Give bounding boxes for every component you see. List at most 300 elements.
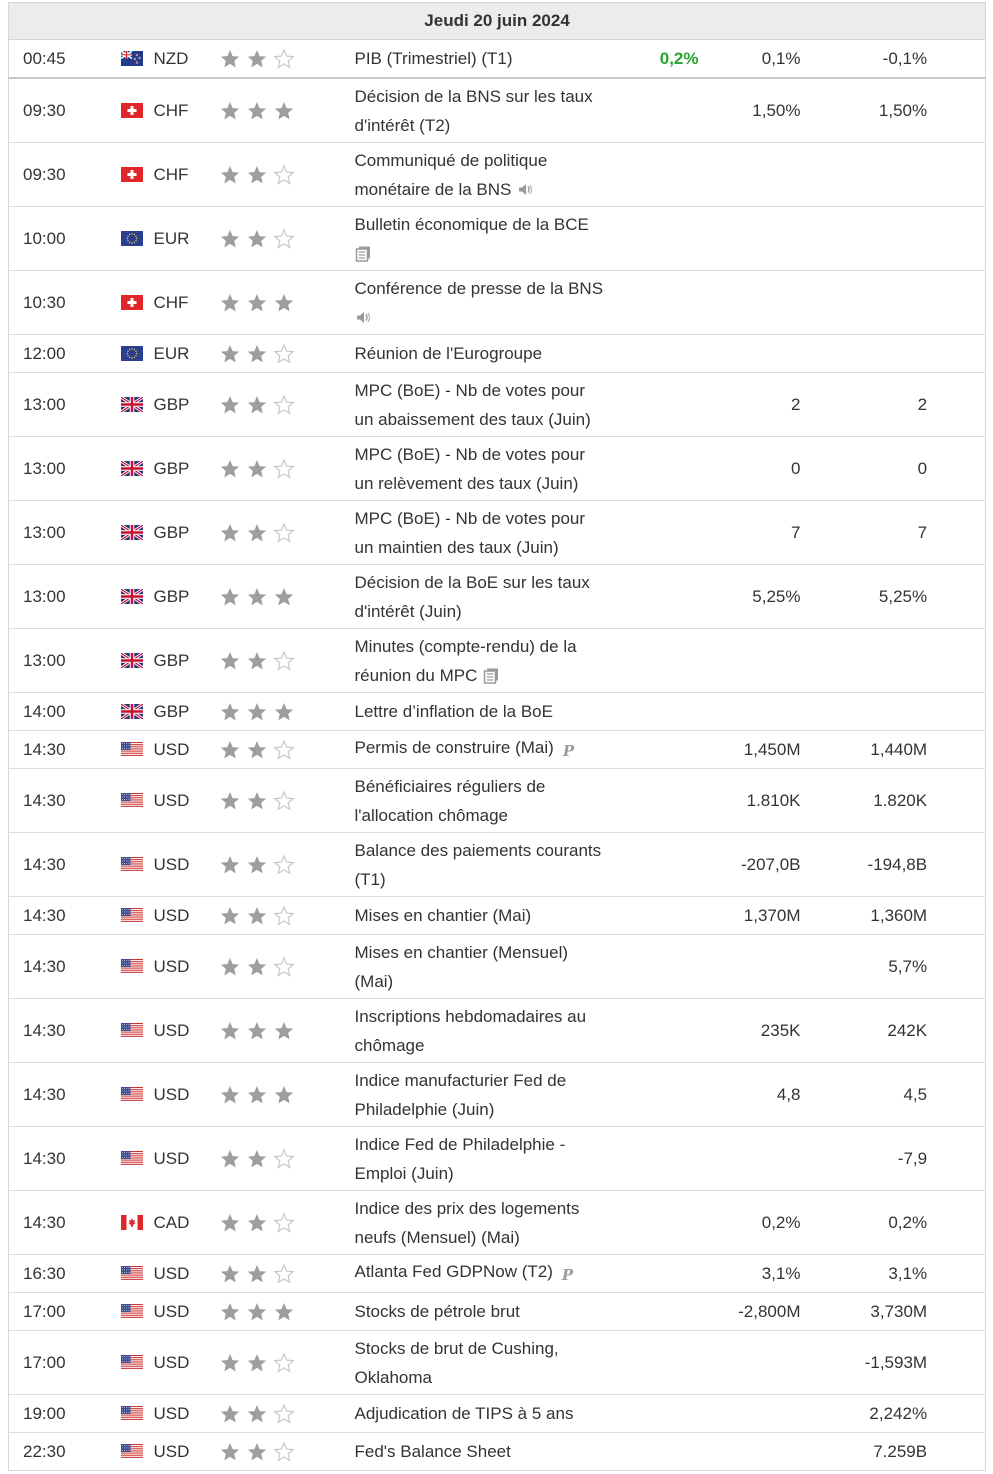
star-filled-icon [246,1020,268,1042]
gb-flag [121,653,143,668]
event-forecast [717,207,819,271]
star-empty-icon [273,905,295,927]
star-filled-icon [219,394,241,416]
table-row[interactable] [9,78,986,143]
table-row[interactable] [9,731,986,769]
event-name[interactable]: Mises en chantier (Mai) [354,906,532,925]
event-previous [819,207,986,271]
event-forecast [717,335,819,373]
star-filled-icon [219,650,241,672]
star-filled-icon [246,650,268,672]
ch-flag [121,167,143,182]
star-filled-icon [246,1403,268,1425]
event-currency-cell [121,40,219,79]
event-time: 14:30 [9,1191,121,1255]
event-name-cell[interactable] [355,1191,629,1255]
star-filled-icon [273,292,295,314]
event-actual [629,271,717,335]
event-actual [629,1433,717,1471]
gb-flag [121,461,143,476]
event-time: 16:30 [9,1255,121,1293]
ch-flag [121,103,143,118]
event-importance [219,40,355,79]
event-currency: USD [153,1301,190,1321]
event-actual [629,629,717,693]
star-filled-icon [219,586,241,608]
event-name[interactable]: Décision de la BNS sur les taux [354,86,593,106]
event-forecast: -2,800M [717,1293,819,1331]
event-importance [219,833,355,897]
event-time: 13:00 [9,437,121,501]
table-row[interactable] [9,999,986,1063]
event-name-cell[interactable] [355,1395,629,1433]
star-filled-icon [219,100,241,122]
event-currency-cell [121,501,219,565]
event-previous: 3,1% [819,1255,986,1293]
star-empty-icon [273,956,295,978]
table-row[interactable] [9,1191,986,1255]
event-name-cell[interactable] [355,1433,629,1471]
event-actual [629,565,717,629]
event-previous: 1,360M [819,897,986,935]
event-importance [219,207,355,271]
event-forecast: 2 [717,373,819,437]
star-empty-icon [273,48,295,70]
event-time: 00:45 [9,40,121,79]
event-name-cell[interactable] [355,731,629,769]
event-name[interactable]: Minutes (compte-rendu) de la [354,636,577,656]
event-actual [629,731,717,769]
us-flag [121,1023,143,1038]
table-row[interactable] [9,1063,986,1127]
star-filled-icon [246,739,268,761]
event-currency: CAD [153,1212,190,1232]
event-forecast: 1,450M [717,731,819,769]
event-name[interactable]: un abaissement des taux (Juin) [354,409,591,429]
gb-flag [121,397,143,412]
event-name-cell[interactable] [355,693,629,731]
event-actual [629,1255,717,1293]
event-name[interactable]: Balance des paiements courants [354,840,602,860]
speaker-icon[interactable] [517,181,534,198]
star-filled-icon [246,1084,268,1106]
event-currency-cell [121,437,219,501]
event-importance [219,935,355,999]
ca-flag [121,1215,143,1230]
event-name-cell[interactable] [355,833,629,897]
event-forecast: 7 [717,501,819,565]
event-currency: GBP [153,650,190,670]
event-previous: 5,25% [819,565,986,629]
nz-flag [121,51,143,66]
table-row[interactable] [9,335,986,373]
calendar-table [8,2,986,1471]
event-currency-cell [121,731,219,769]
event-forecast: 1.810K [717,769,819,833]
event-importance [219,999,355,1063]
event-name-cell[interactable] [355,999,629,1063]
event-currency: USD [153,790,190,810]
event-forecast: 235K [717,999,819,1063]
star-filled-icon [273,1084,295,1106]
document-icon[interactable] [355,245,372,262]
event-currency-cell [121,143,219,207]
event-name-cell[interactable] [355,1127,629,1191]
table-row[interactable] [9,1127,986,1191]
star-filled-icon [246,854,268,876]
star-filled-icon [273,586,295,608]
event-previous: 7 [819,501,986,565]
event-name[interactable]: Oklahoma [354,1367,432,1387]
event-name[interactable]: (T1) [354,869,386,889]
event-importance [219,1063,355,1127]
star-filled-icon [246,1352,268,1374]
event-forecast [717,1433,819,1471]
star-filled-icon [219,1212,241,1234]
event-currency-cell [121,1255,219,1293]
star-filled-icon [246,586,268,608]
event-actual [629,693,717,731]
star-filled-icon [219,1084,241,1106]
event-currency: GBP [153,522,190,542]
star-filled-icon [246,1148,268,1170]
event-actual: 0,2% [629,40,717,79]
event-actual [629,78,717,143]
star-filled-icon [246,228,268,250]
star-filled-icon [246,394,268,416]
event-previous [819,335,986,373]
event-forecast: 0 [717,437,819,501]
event-currency: CHF [153,292,189,312]
event-name-cell[interactable] [355,78,629,143]
event-time: 14:30 [9,935,121,999]
event-forecast [717,143,819,207]
star-empty-icon [273,1403,295,1425]
star-filled-icon [219,522,241,544]
event-time: 14:30 [9,731,121,769]
star-filled-icon [219,228,241,250]
event-name-cell[interactable] [355,143,629,207]
event-importance [219,143,355,207]
event-importance [219,693,355,731]
event-currency: USD [153,1148,190,1168]
event-name[interactable]: un relèvement des taux (Juin) [354,473,579,493]
star-filled-icon [219,48,241,70]
event-forecast: -207,0B [717,833,819,897]
event-previous: 4,5 [819,1063,986,1127]
event-actual [629,143,717,207]
event-currency: GBP [153,394,190,414]
event-name[interactable]: réunion du MPC [354,665,478,685]
event-forecast: 5,25% [717,565,819,629]
event-name-cell[interactable] [355,271,629,335]
event-currency-cell [121,373,219,437]
event-importance [219,373,355,437]
event-previous: 7.259B [819,1433,986,1471]
event-currency-cell [121,897,219,935]
event-name[interactable]: Atlanta Fed GDPNow (T2) [354,1262,553,1281]
event-currency-cell [121,271,219,335]
star-empty-icon [273,164,295,186]
event-name-cell[interactable] [355,1255,629,1293]
event-currency: USD [153,956,190,976]
event-actual [629,1293,717,1331]
table-row[interactable] [9,833,986,897]
star-filled-icon [219,1352,241,1374]
event-name-cell[interactable] [355,629,629,693]
table-row[interactable] [9,1433,986,1471]
speaker-icon[interactable] [355,309,372,326]
event-forecast: 1,50% [717,78,819,143]
event-name[interactable]: Indice des prix des logements [354,1198,580,1218]
event-time: 14:30 [9,833,121,897]
event-actual [629,999,717,1063]
event-name-cell[interactable] [355,565,629,629]
table-row[interactable] [9,373,986,437]
event-name[interactable]: Stocks de brut de Cushing, [354,1338,559,1358]
table-row[interactable] [9,1255,986,1293]
event-name[interactable]: l'allocation chômage [354,805,509,825]
table-row[interactable] [9,769,986,833]
event-currency-cell [121,1191,219,1255]
event-currency: USD [153,1084,190,1104]
table-row[interactable] [9,1293,986,1331]
event-actual [629,1395,717,1433]
event-name-cell[interactable] [355,1063,629,1127]
event-actual [629,207,717,271]
star-filled-icon [273,1301,295,1323]
event-name-cell[interactable] [355,1331,629,1395]
event-currency: CHF [153,164,189,184]
event-time: 14:30 [9,897,121,935]
table-row[interactable] [9,271,986,335]
star-empty-icon [273,1263,295,1285]
star-filled-icon [246,1441,268,1463]
event-time: 13:00 [9,373,121,437]
event-previous [819,271,986,335]
event-name[interactable]: MPC (BoE) - Nb de votes pour [354,444,586,464]
event-currency-cell [121,1293,219,1331]
table-row[interactable] [9,935,986,999]
star-filled-icon [219,1020,241,1042]
table-row[interactable] [9,1331,986,1395]
gb-flag [121,525,143,540]
event-currency-cell [121,769,219,833]
event-name-cell[interactable] [355,373,629,437]
us-flag [121,742,143,757]
event-previous: 2,242% [819,1395,986,1433]
eu-flag [121,346,143,361]
event-forecast [717,271,819,335]
preliminary-icon[interactable]: P [561,1266,574,1284]
star-filled-icon [246,292,268,314]
event-name-cell[interactable] [355,897,629,935]
star-filled-icon [219,1148,241,1170]
star-filled-icon [246,1263,268,1285]
event-name[interactable]: Emploi (Juin) [354,1163,454,1183]
star-empty-icon [273,522,295,544]
events-body [9,40,986,1471]
event-name[interactable]: MPC (BoE) - Nb de votes pour [354,508,586,528]
event-currency-cell [121,335,219,373]
event-forecast: 1,370M [717,897,819,935]
table-row[interactable] [9,40,986,79]
event-importance [219,271,355,335]
event-name[interactable]: neufs (Mensuel) (Mai) [354,1227,520,1247]
us-flag [121,1266,143,1281]
table-row[interactable] [9,897,986,935]
document-icon[interactable] [483,667,500,684]
us-flag [121,1444,143,1459]
event-name[interactable]: PIB (Trimestriel) (T1) [354,49,513,68]
event-currency: CHF [153,100,189,120]
star-filled-icon [246,956,268,978]
star-filled-icon [273,100,295,122]
event-name[interactable]: Communiqué de politique [354,150,548,170]
star-empty-icon [273,1441,295,1463]
event-actual [629,833,717,897]
event-actual [629,897,717,935]
event-name-cell[interactable] [355,769,629,833]
event-name-cell[interactable] [355,1293,629,1331]
star-filled-icon [219,164,241,186]
star-filled-icon [246,164,268,186]
event-currency-cell [121,1331,219,1395]
star-filled-icon [219,701,241,723]
event-actual [629,1191,717,1255]
table-row[interactable] [9,629,986,693]
event-name[interactable]: Décision de la BoE sur les taux [354,572,590,592]
table-row[interactable] [9,1395,986,1433]
star-filled-icon [219,956,241,978]
preliminary-icon[interactable]: P [562,742,575,760]
star-filled-icon [219,790,241,812]
event-currency: USD [153,1441,190,1461]
event-name[interactable]: Indice Fed de Philadelphie - [354,1134,566,1154]
event-name-cell[interactable] [355,437,629,501]
event-name-cell[interactable] [355,207,629,271]
event-previous [819,693,986,731]
event-name[interactable]: Bulletin économique de la BCE [354,214,589,234]
event-importance [219,1255,355,1293]
event-name-cell[interactable] [355,40,629,79]
star-filled-icon [246,1301,268,1323]
event-name[interactable]: Réunion de l'Eurogroupe [354,344,543,363]
event-name[interactable]: Mises en chantier (Mensuel) [354,942,569,962]
table-row[interactable] [9,501,986,565]
event-name[interactable]: un maintien des taux (Juin) [354,537,559,557]
event-name[interactable]: Adjudication de TIPS à 5 ans [354,1404,574,1423]
event-name[interactable]: monétaire de la BNS [354,179,512,199]
event-name-cell[interactable] [355,501,629,565]
star-filled-icon [246,701,268,723]
event-importance [219,437,355,501]
star-filled-icon [219,739,241,761]
event-name[interactable]: Stocks de pétrole brut [354,1302,520,1321]
event-time: 17:00 [9,1293,121,1331]
event-forecast: 3,1% [717,1255,819,1293]
us-flag [121,1087,143,1102]
event-currency: EUR [153,343,190,363]
event-time: 13:00 [9,501,121,565]
star-empty-icon [273,739,295,761]
event-name[interactable]: Fed's Balance Sheet [354,1442,511,1461]
event-name-cell[interactable] [355,335,629,373]
star-empty-icon [273,458,295,480]
event-importance [219,769,355,833]
table-row[interactable] [9,143,986,207]
event-currency-cell [121,999,219,1063]
table-row[interactable] [9,437,986,501]
us-flag [121,1355,143,1370]
event-importance [219,1127,355,1191]
table-row[interactable] [9,565,986,629]
event-currency: USD [153,1263,190,1283]
event-name[interactable]: d'intérêt (Juin) [354,601,462,621]
event-importance [219,1191,355,1255]
gb-flag [121,704,143,719]
star-filled-icon [219,905,241,927]
star-filled-icon [219,458,241,480]
event-name[interactable]: MPC (BoE) - Nb de votes pour [354,380,586,400]
event-name[interactable]: d'intérêt (T2) [354,115,451,135]
star-filled-icon [219,1441,241,1463]
event-currency-cell [121,629,219,693]
event-name[interactable]: Inscriptions hebdomadaires au [354,1006,587,1026]
event-name[interactable]: Indice manufacturier Fed de [354,1070,567,1090]
star-empty-icon [273,394,295,416]
event-name[interactable]: chômage [354,1035,425,1055]
event-time: 14:00 [9,693,121,731]
event-currency-cell [121,1395,219,1433]
event-previous: 5,7% [819,935,986,999]
event-time: 17:00 [9,1331,121,1395]
star-filled-icon [246,48,268,70]
event-name[interactable]: Philadelphie (Juin) [354,1099,495,1119]
event-time: 14:30 [9,1127,121,1191]
event-currency: USD [153,1020,190,1040]
event-name[interactable]: Lettre d’inflation de la BoE [354,702,553,721]
event-currency-cell [121,1127,219,1191]
event-time: 09:30 [9,143,121,207]
event-name-cell[interactable] [355,935,629,999]
star-filled-icon [219,343,241,365]
star-filled-icon [246,522,268,544]
star-filled-icon [219,1301,241,1323]
event-currency: USD [153,1403,190,1423]
event-name[interactable]: Bénéficiaires réguliers de [354,776,546,796]
event-importance [219,629,355,693]
event-name[interactable]: Conférence de presse de la BNS [354,278,604,298]
event-currency: USD [153,854,190,874]
event-forecast [717,1395,819,1433]
event-name[interactable]: (Mai) [354,971,394,991]
ch-flag [121,295,143,310]
table-row[interactable] [9,693,986,731]
event-time: 19:00 [9,1395,121,1433]
event-actual [629,1063,717,1127]
us-flag [121,1151,143,1166]
event-time: 10:30 [9,271,121,335]
event-previous: 0 [819,437,986,501]
table-row[interactable] [9,207,986,271]
event-name[interactable]: Permis de construire (Mai) [354,738,554,757]
star-filled-icon [273,1020,295,1042]
event-time: 14:30 [9,1063,121,1127]
event-importance [219,1331,355,1395]
event-importance [219,897,355,935]
event-currency-cell [121,833,219,897]
